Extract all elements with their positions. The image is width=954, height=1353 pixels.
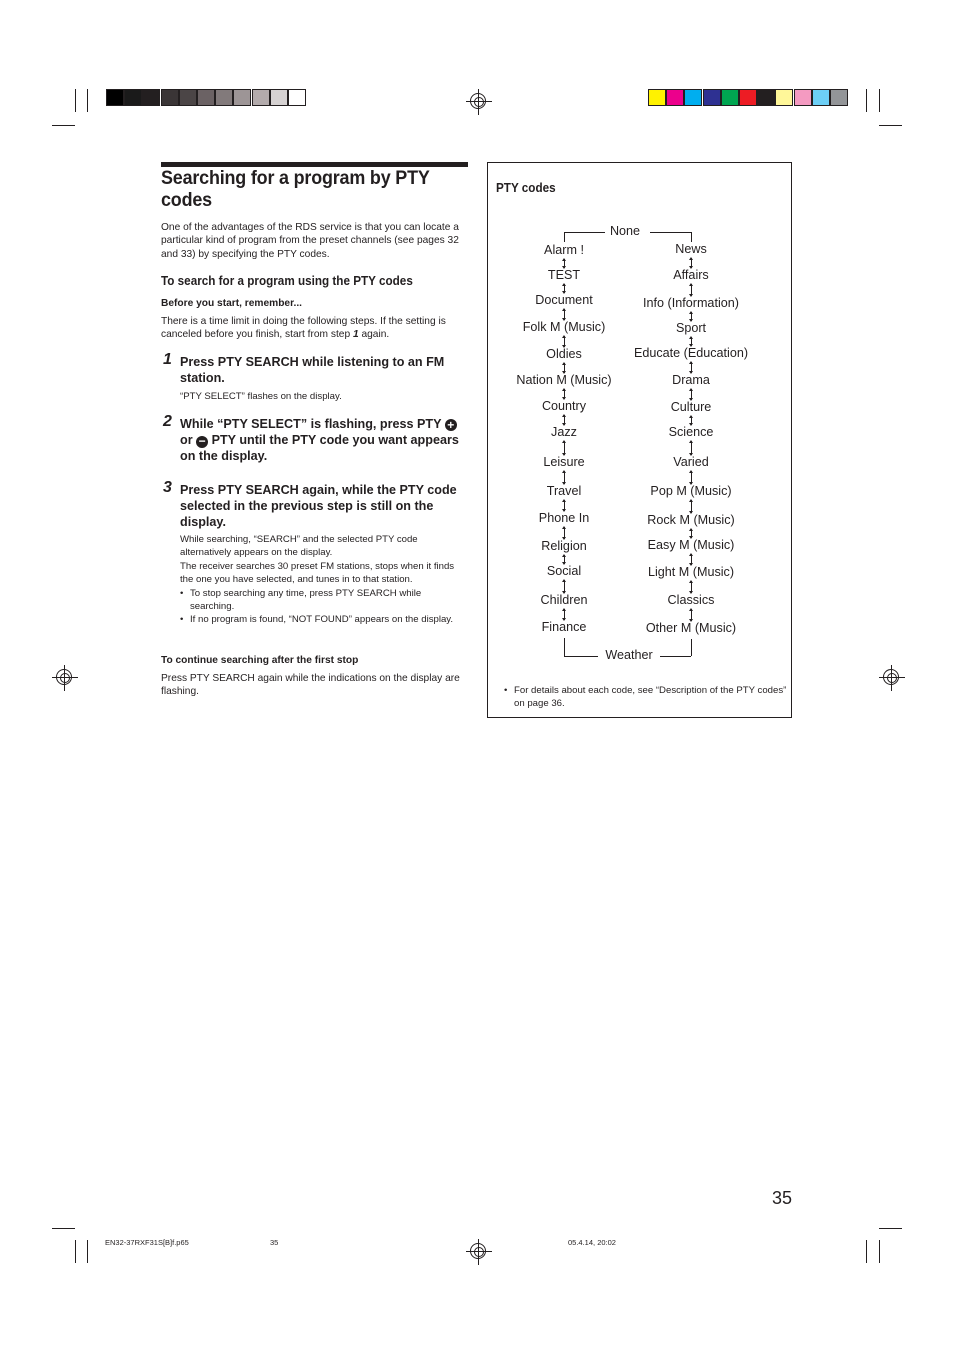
crop-mark (87, 1240, 88, 1263)
pty-arrow (564, 415, 565, 425)
color-swatch (666, 89, 684, 106)
pty-arrow (691, 554, 692, 565)
color-swatch (215, 89, 233, 106)
pty-code-left: Travel (546, 484, 582, 498)
crop-mark (879, 125, 902, 126)
pty-code-right: Easy M (Music) (647, 538, 735, 552)
crop-mark (866, 89, 867, 112)
connector-line (691, 639, 692, 656)
color-swatch (197, 89, 215, 106)
color-swatch (124, 89, 142, 106)
pty-code-left: Folk M (Music) (522, 320, 606, 334)
pty-code-left: Document (535, 293, 593, 307)
pty-codes-panel (487, 162, 792, 718)
crop-mark (52, 1228, 75, 1229)
step-number: 3 (163, 479, 172, 496)
pty-arrow (564, 500, 565, 511)
section-subtitle: To search for a program using the PTY codes (161, 273, 413, 288)
step-number: 2 (163, 413, 172, 430)
connector-line (564, 232, 605, 233)
connector-line (650, 232, 691, 233)
color-swatch (757, 89, 775, 106)
color-swatch (142, 89, 160, 106)
color-swatch (161, 89, 179, 106)
registration-mark-icon (470, 1243, 486, 1259)
pty-code-top: None (609, 224, 641, 238)
pty-arrow (564, 336, 565, 347)
pty-code-right: News (675, 242, 707, 256)
before-text-part: There is a time limit in doing the following steps. If the setting is canceled before you finish, start from step (161, 316, 446, 341)
pty-code-left: Social (546, 564, 582, 578)
pty-arrow (691, 284, 692, 296)
step-note: “PTY SELECT” flashes on the display. (180, 391, 342, 402)
color-swatch (739, 89, 757, 106)
footer-page: 35 (270, 1238, 279, 1247)
registration-mark-icon (56, 669, 72, 685)
pty-arrow (564, 609, 565, 620)
pty-arrow (691, 529, 692, 538)
pty-arrow (564, 259, 565, 268)
connector-line (564, 232, 565, 242)
color-swatch (721, 89, 739, 106)
crop-mark (879, 1240, 880, 1263)
connector-line (564, 656, 598, 657)
page-number: 35 (772, 1188, 793, 1208)
pty-arrow (564, 363, 565, 373)
before-heading: Before you start, remember... (161, 298, 302, 309)
step-text-part: PTY until the PTY code you want appears on the display. (180, 433, 459, 463)
pty-arrow (691, 389, 692, 400)
step-text: Press PTY SEARCH while listening to an FM station. (180, 355, 445, 385)
pty-code-left: Religion (541, 539, 587, 553)
pty-code-right: Culture (670, 400, 712, 414)
step-ref: 1 (352, 329, 359, 341)
before-text (161, 315, 461, 342)
step-note: While searching, “SEARCH” and the selected PTY code alternatively appears on the display. (180, 534, 418, 559)
pty-code-right: Info (Information) (643, 296, 739, 310)
pty-codes-title: PTY codes (496, 180, 556, 195)
connector-line (564, 638, 565, 656)
pty-arrow (691, 337, 692, 346)
color-swatch (812, 89, 830, 106)
color-swatch (684, 89, 702, 106)
crop-mark (879, 1228, 902, 1229)
color-swatch (703, 89, 721, 106)
pty-code-left: Alarm ! (544, 243, 584, 257)
pty-note: • For details about each code, see “Description of the PTY codes” on page 36. (504, 684, 794, 711)
pty-code-left: TEST (547, 268, 581, 282)
color-swatch (794, 89, 812, 106)
pty-arrow (691, 500, 692, 513)
pty-code-right: Drama (672, 373, 710, 387)
footer-file: EN32-37RXF31S[B]f.p65 (105, 1238, 189, 1247)
pty-code-right: Science (668, 425, 714, 439)
intro-text: One of the advantages of the RDS service is that you can locate a particular kind of program from the preset channels (see pages 32 and 33) by specifying the PTY codes. (161, 222, 459, 260)
plus-icon: + (445, 419, 457, 431)
pty-code-left: Country (541, 399, 587, 413)
crop-mark (52, 125, 75, 126)
pty-arrow (564, 309, 565, 320)
step-number: 1 (163, 351, 172, 368)
pty-code-left: Oldies (546, 347, 582, 361)
pty-code-right: Pop M (Music) (650, 484, 732, 498)
pty-arrow (691, 416, 692, 425)
crop-mark (87, 89, 88, 112)
pty-arrow (564, 389, 565, 399)
footer-date: 05.4.14, 20:02 (568, 1238, 616, 1247)
step-text: Press PTY SEARCH again, while the PTY code selected in the previous step is still on the display. (180, 483, 457, 529)
color-swatch (233, 89, 251, 106)
pty-arrow (691, 441, 692, 455)
crop-mark (75, 1240, 76, 1263)
pty-code-right: Educate (Education) (633, 346, 749, 360)
pty-code-bottom: Weather (605, 648, 653, 662)
pty-code-right: Classics (667, 593, 715, 607)
pty-arrow (691, 362, 692, 373)
pty-arrow (691, 609, 692, 621)
registration-mark-icon (470, 93, 486, 109)
step-notes (180, 533, 462, 627)
pty-arrow (691, 581, 692, 593)
pty-arrow (691, 471, 692, 484)
registration-mark-icon (883, 669, 899, 685)
connector-line (660, 656, 691, 657)
pty-code-left: Finance (541, 620, 587, 634)
color-swatch (270, 89, 288, 106)
pty-code-right: Sport (675, 321, 707, 335)
pty-code-right: Light M (Music) (647, 565, 735, 579)
pty-code-right: Affairs (673, 268, 709, 282)
pty-code-left: Leisure (543, 455, 585, 469)
color-swatch (252, 89, 270, 106)
step-text-part: While “PTY SELECT” is flashing, press PTY (180, 417, 445, 431)
pty-code-right: Varied (673, 455, 709, 469)
pty-code-left: Children (540, 593, 588, 607)
crop-mark (866, 1240, 867, 1263)
step-text-part: or (180, 433, 197, 447)
color-swatch (830, 89, 848, 106)
pty-arrow (564, 580, 565, 593)
continue-text: Press PTY SEARCH again while the indications on the display are flashing. (161, 673, 460, 698)
pty-code-left: Phone In (538, 511, 590, 525)
pty-code-right: Rock M (Music) (647, 513, 735, 527)
before-text-part: again. (358, 329, 390, 341)
crop-mark (879, 89, 880, 112)
color-swatch (106, 89, 124, 106)
pty-arrow (691, 312, 692, 321)
pty-arrow (564, 471, 565, 484)
step-bullet: • To stop searching any time, press PTY SEARCH while searching. (180, 587, 462, 614)
step-text (180, 416, 472, 464)
page-title: Searching for a program by PTY codes (161, 167, 430, 211)
pty-arrow (691, 258, 692, 268)
minus-icon: − (196, 436, 208, 448)
color-swatch (648, 89, 666, 106)
connector-line (691, 232, 692, 242)
pty-arrow (564, 284, 565, 293)
crop-mark (75, 89, 76, 112)
continue-heading: To continue searching after the first stop (161, 655, 359, 666)
step-bullet: • If no program is found, “NOT FOUND” appears on the display. (180, 613, 462, 626)
pty-arrow (564, 441, 565, 455)
pty-code-right: Other M (Music) (645, 621, 737, 635)
step-note: The receiver searches 30 preset FM stations, stops when it finds the one you have selected, and tunes in to that station. (180, 560, 455, 586)
color-swatch (775, 89, 793, 106)
color-swatch (179, 89, 197, 106)
pty-arrow (564, 527, 565, 539)
pty-code-left: Nation M (Music) (516, 373, 612, 387)
pty-arrow (564, 555, 565, 564)
color-swatch (288, 89, 306, 106)
pty-code-left: Jazz (551, 425, 577, 439)
